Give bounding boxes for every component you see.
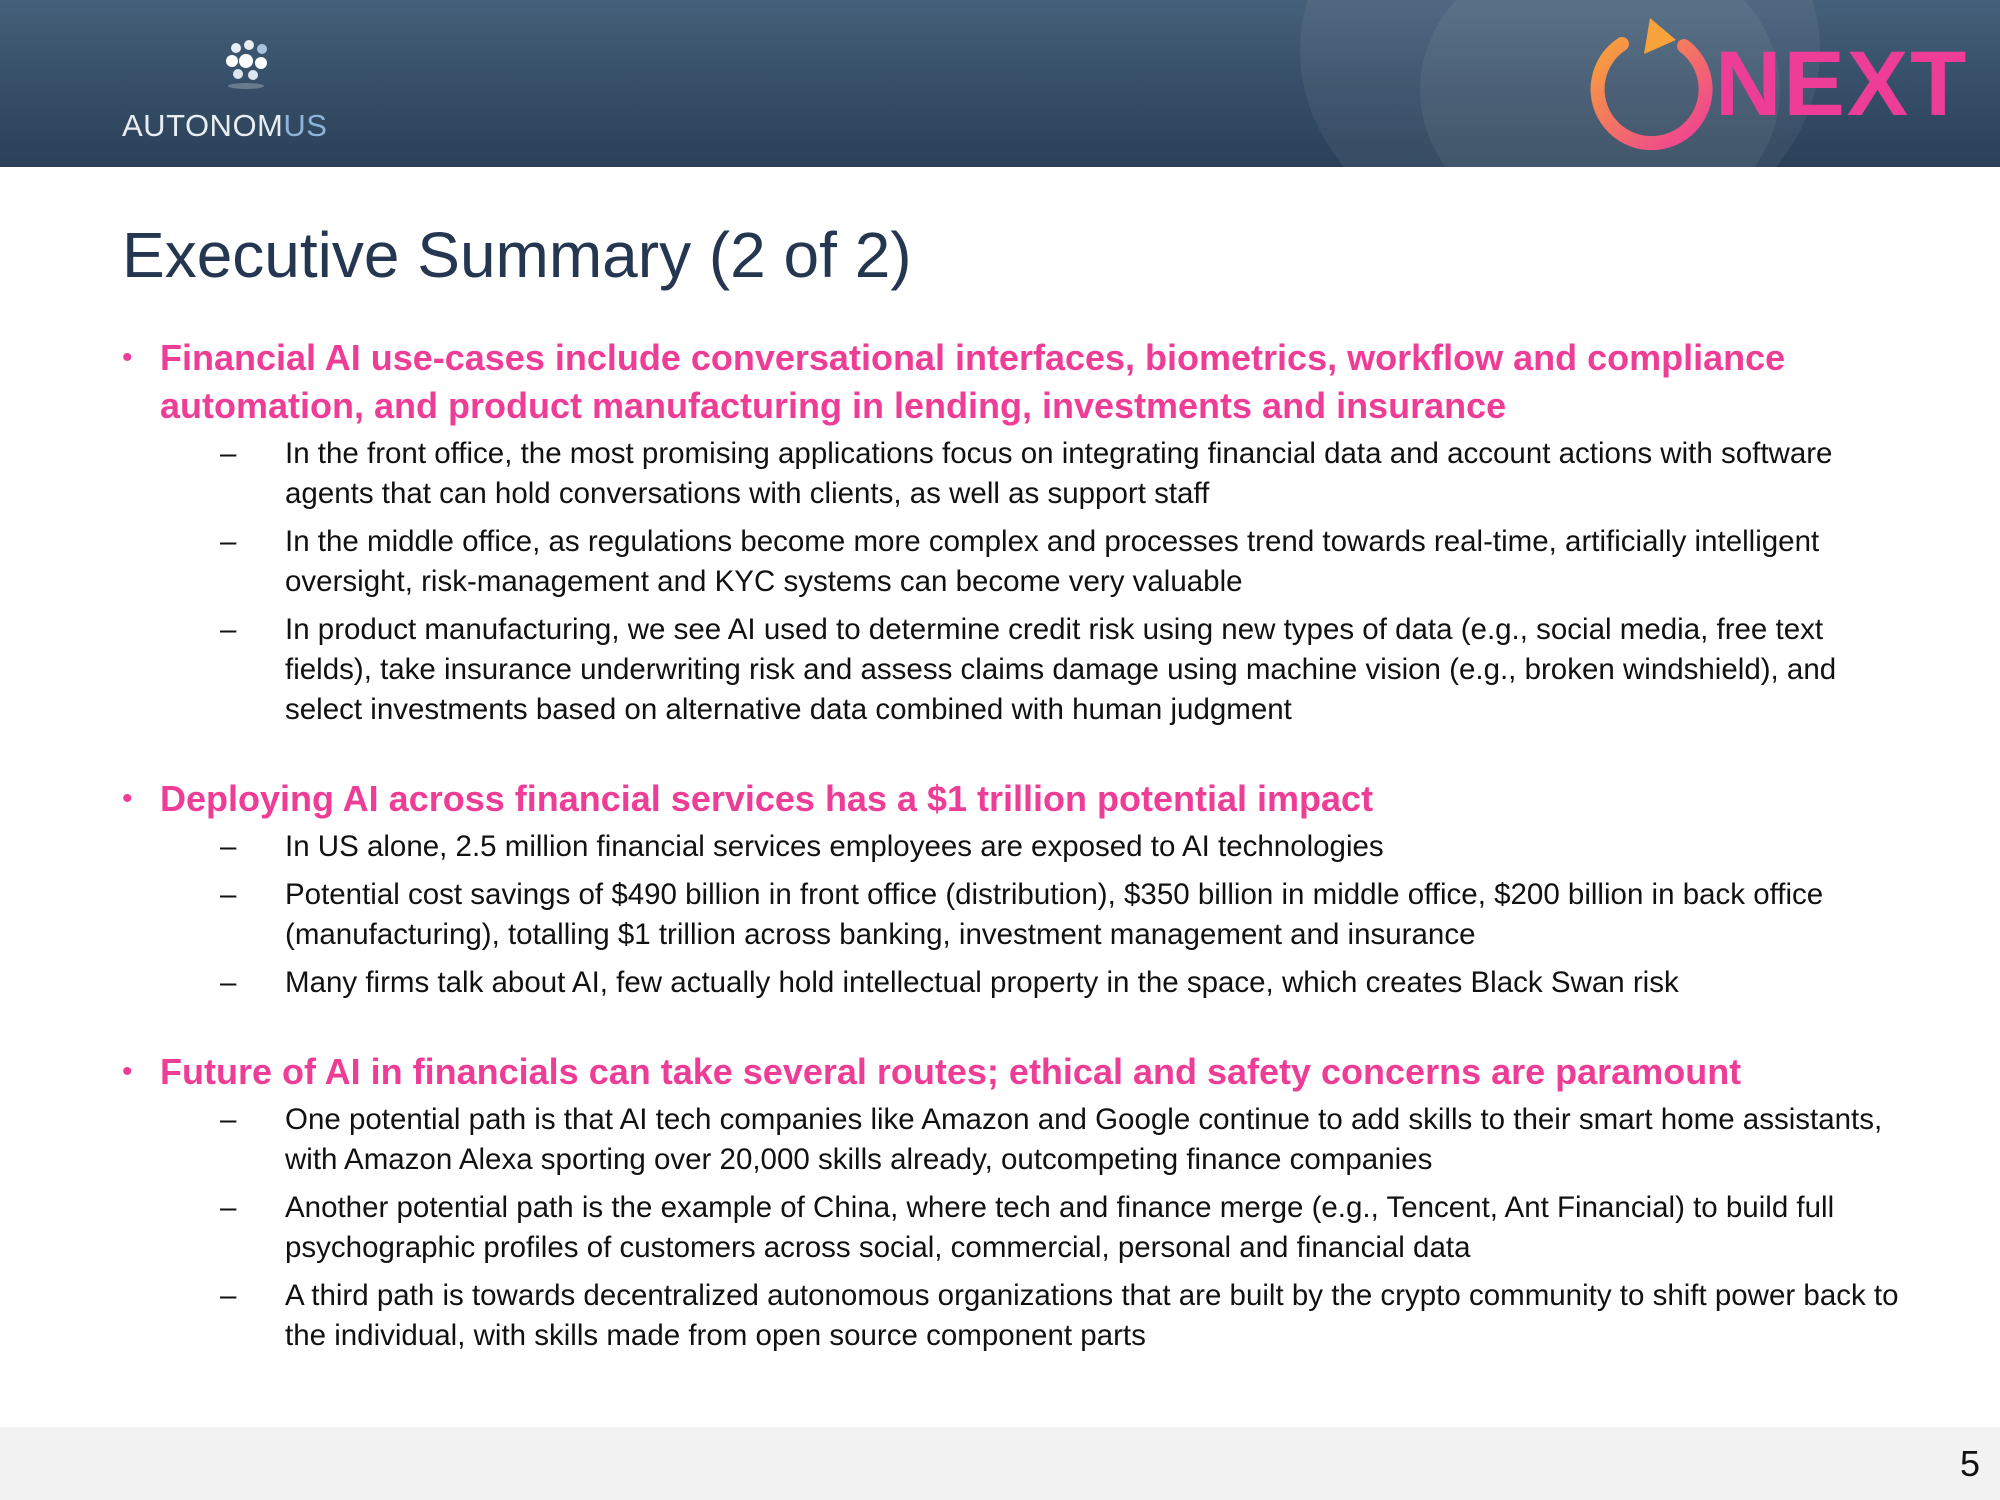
list-item: – Potential cost savings of $490 billion in front office (distribution), $350 billion in middle office, $200 billion in back office (manufacturing), totalling $1 trillion across banking, investment management and insurance (122, 875, 1902, 955)
dash-icon: – (220, 1103, 237, 1136)
section-trillion-impact (122, 775, 1902, 1003)
dash-icon: – (220, 830, 237, 863)
dash-icon: – (220, 613, 237, 646)
dash-icon: – (220, 437, 237, 470)
list-item: – One potential path is that AI tech companies like Amazon and Google continue to add skills to their smart home assistants, with Amazon Alexa sporting over 20,000 skills already, outcompeting finance companies (122, 1100, 1902, 1180)
next-logo (1574, 8, 1969, 158)
section-financial-ai-use-cases (122, 334, 1902, 730)
summary-content (122, 334, 1902, 1401)
bullet-icon: • (122, 1055, 133, 1088)
autonomous-logo (122, 36, 372, 146)
list-item: – Another potential path is the example of China, where tech and finance merge (e.g., Tencent, Ant Financial) to build full psychographic profiles of customers across social, commercial, personal and financial data (122, 1188, 1902, 1268)
next-logo-text: NEXT (1715, 33, 1969, 135)
footer-bar (0, 1427, 2000, 1500)
refresh-arrow-icon (1574, 8, 1724, 158)
dash-icon: – (220, 966, 237, 999)
sub-point-list (122, 1100, 1902, 1356)
brand-name: AUTONOMUS (122, 108, 328, 143)
bullet-icon: • (122, 341, 133, 374)
dash-icon: – (220, 1279, 237, 1312)
bullet-icon: • (122, 782, 133, 815)
section-heading: • Financial AI use-cases include conversational interfaces, biometrics, workflow and compliance automation, and product manufacturing in lending, investments and insurance (122, 334, 1902, 430)
list-item: – Many firms talk about AI, few actually hold intellectual property in the space, which creates Black Swan risk (122, 963, 1902, 1003)
list-item: – In US alone, 2.5 million financial services employees are exposed to AI technologies (122, 827, 1902, 867)
section-heading: • Deploying AI across financial services has a $1 trillion potential impact (122, 775, 1902, 823)
page-number: 5 (1959, 1443, 1980, 1484)
page-title: Executive Summary (2 of 2) (122, 219, 912, 291)
dash-icon: – (220, 525, 237, 558)
dash-icon: – (220, 1191, 237, 1224)
autonomous-mark-icon (218, 36, 278, 94)
section-heading: • Future of AI in financials can take several routes; ethical and safety concerns are paramount (122, 1048, 1902, 1096)
list-item: – In the front office, the most promising applications focus on integrating financial data and account actions with software agents that can hold conversations with clients, as well as support staff (122, 434, 1902, 514)
list-item: – In product manufacturing, we see AI used to determine credit risk using new types of data (e.g., social media, free text fields), take insurance underwriting risk and assess claims damage using machine vision (e.g., broken windshield), and select investments based on alternative data combined with human judgment (122, 610, 1902, 730)
list-item: – In the middle office, as regulations become more complex and processes trend towards real-time, artificially intelligent oversight, risk-management and KYC systems can become very valuable (122, 522, 1902, 602)
section-future-routes (122, 1048, 1902, 1356)
sub-point-list (122, 434, 1902, 730)
dash-icon: – (220, 878, 237, 911)
sub-point-list (122, 827, 1902, 1003)
list-item: – A third path is towards decentralized autonomous organizations that are built by the crypto community to shift power back to the individual, with skills made from open source component parts (122, 1276, 1902, 1356)
header-band (0, 0, 2000, 167)
